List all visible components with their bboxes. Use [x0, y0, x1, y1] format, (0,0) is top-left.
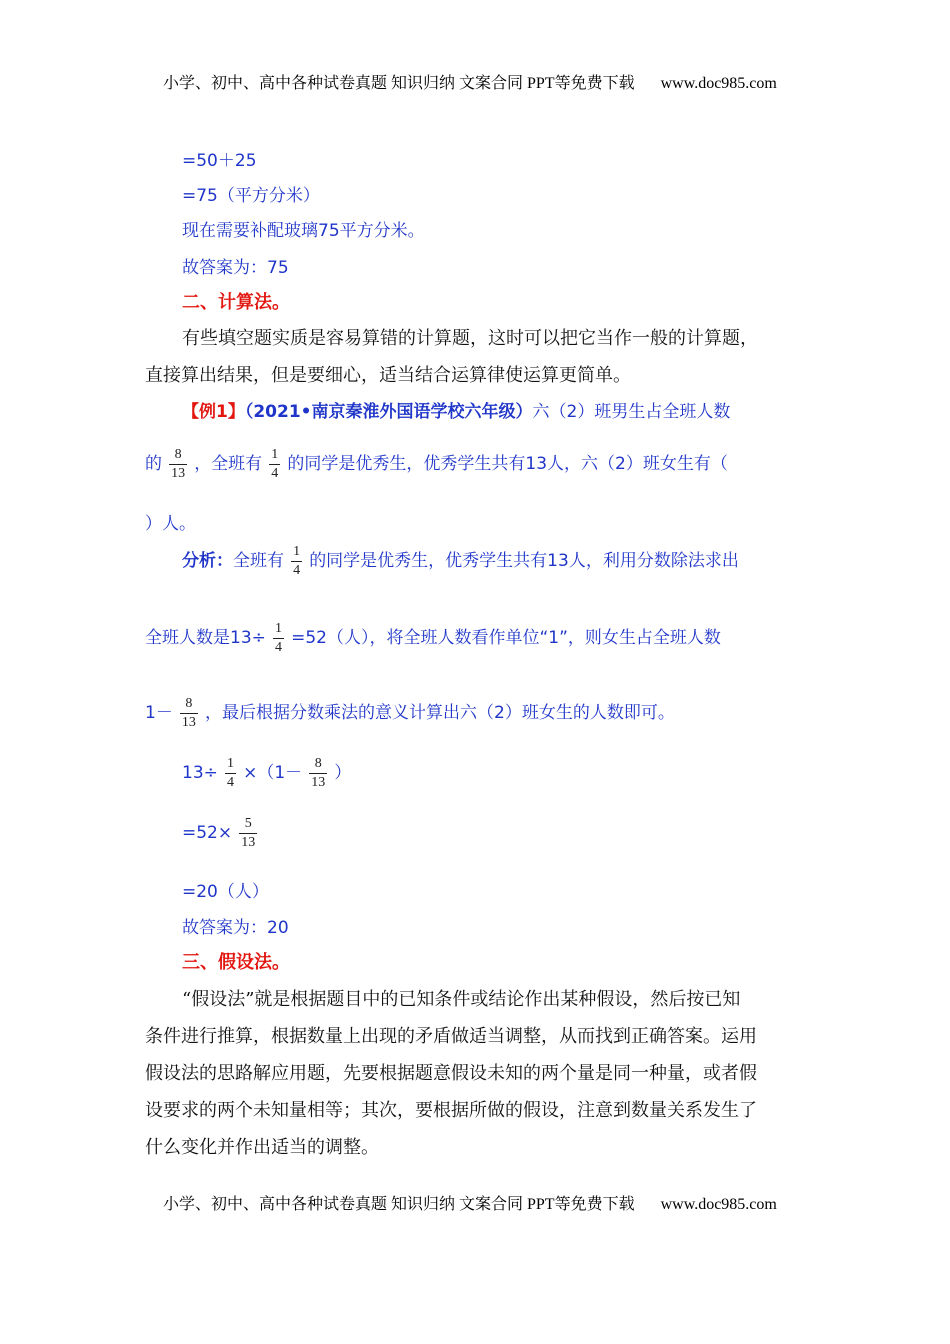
example-text-2a: 的: [145, 454, 162, 474]
fraction-denominator: 13: [181, 715, 196, 730]
example-line-1: [182, 397, 730, 422]
fraction-8-13: [169, 448, 187, 481]
analysis-text-2a: 全班人数是13÷: [145, 628, 266, 648]
fraction-denominator: 4: [293, 563, 301, 578]
calc-line-2: =75（平方分米）: [182, 186, 320, 206]
fraction-numerator: 5: [244, 816, 252, 831]
paragraph-2d: 设要求的两个未知量相等；其次，要根据所做的假设，注意到数量关系发生了: [145, 1100, 757, 1121]
section-heading-2: 二、计算法。: [182, 292, 290, 313]
fraction-denominator: 13: [311, 775, 326, 790]
paragraph-2a: “假设法”就是根据题目中的已知条件或结论作出某种假设，然后按已知: [182, 989, 741, 1010]
fraction-numerator: 8: [185, 696, 193, 711]
example-label: 【例1】: [182, 402, 245, 422]
paragraph-1a: 有些填空题实质是容易算错的计算题，这时可以把它当作一般的计算题，: [182, 328, 758, 349]
fraction-numerator: 1: [226, 756, 234, 771]
fraction-1-4: [291, 545, 302, 578]
example-line-2: [145, 448, 728, 481]
fraction-numerator: 1: [293, 544, 301, 559]
paragraph-1b: 直接算出结果，但是要细心，适当结合运算律使运算更简单。: [145, 365, 631, 386]
analysis-label: 分析：: [182, 551, 233, 571]
calc-line-3: 现在需要补配玻璃75平方分米。: [182, 221, 425, 241]
page-header: [163, 70, 777, 93]
fraction-denominator: 4: [271, 466, 279, 481]
footer-site: www.doc985.com: [660, 1196, 777, 1213]
fraction-numerator: 8: [174, 447, 182, 462]
paragraph-2b: 条件进行推算，根据数量上出现的矛盾做适当调整，从而找到正确答案。运用: [145, 1026, 757, 1047]
calc-step-2: [182, 817, 259, 850]
footer-text: 小学、初中、高中各种试卷真题 知识归纳 文案合同 PPT等免费下载: [163, 1196, 635, 1213]
calc-step-1b: ×（1－: [243, 763, 303, 783]
analysis-line-3: [145, 697, 675, 730]
fraction-1-4: [273, 622, 284, 655]
analysis-text-1a: 全班有: [233, 551, 284, 571]
analysis-text-1b: 的同学是优秀生，优秀学生共有13人，利用分数除法求出: [309, 551, 739, 571]
calc-step-1a: 13÷: [182, 763, 218, 783]
fraction-denominator: 13: [241, 835, 256, 850]
example-text-2c: 的同学是优秀生，优秀学生共有13人，六（2）班女生有（: [287, 454, 728, 474]
example-text: 六（2）班男生占全班人数: [532, 402, 731, 422]
section-heading-3: 三、假设法。: [182, 952, 290, 973]
answer-line-2: 故答案为：20: [182, 918, 289, 938]
fraction-8-13: [180, 697, 198, 730]
fraction-numerator: 1: [271, 447, 279, 462]
fraction-denominator: 4: [226, 775, 234, 790]
analysis-line-1: [182, 545, 739, 578]
calc-step-3: =20（人）: [182, 882, 269, 902]
example-text-2b: ，全班有: [194, 454, 263, 474]
header-site: www.doc985.com: [660, 75, 777, 92]
fraction-denominator: 13: [171, 466, 186, 481]
paragraph-2e: 什么变化并作出适当的调整。: [145, 1137, 379, 1158]
analysis-text-2b: =52（人），将全班人数看作单位“1”，则女生占全班人数: [291, 628, 721, 648]
calc-step-1c: ）: [334, 763, 352, 783]
paragraph-2c: 假设法的思路解应用题，先要根据题意假设未知的两个量是同一种量，或者假: [145, 1063, 757, 1084]
fraction-denominator: 4: [274, 640, 282, 655]
analysis-text-3a: 1－: [145, 703, 173, 723]
answer-line-1: 故答案为：75: [182, 258, 289, 278]
analysis-text-3b: ，最后根据分数乘法的意义计算出六（2）班女生的人数即可。: [205, 703, 675, 723]
fraction-5-13: [239, 817, 257, 850]
calc-line-1: =50＋25: [182, 151, 257, 171]
calc-step-2a: =52×: [182, 823, 233, 843]
fraction-1-4: [269, 448, 280, 481]
fraction-numerator: 8: [314, 756, 322, 771]
analysis-line-2: [145, 622, 721, 655]
calc-step-1: [182, 757, 351, 790]
fraction-1-4: [225, 757, 236, 790]
fraction-numerator: 1: [274, 621, 282, 636]
header-text: 小学、初中、高中各种试卷真题 知识归纳 文案合同 PPT等免费下载: [163, 75, 635, 92]
example-source: （2021•南京秦淮外国语学校六年级）: [244, 402, 533, 422]
fraction-8-13: [309, 757, 327, 790]
page-footer: [163, 1191, 777, 1214]
example-line-3: ）人。: [145, 514, 196, 534]
